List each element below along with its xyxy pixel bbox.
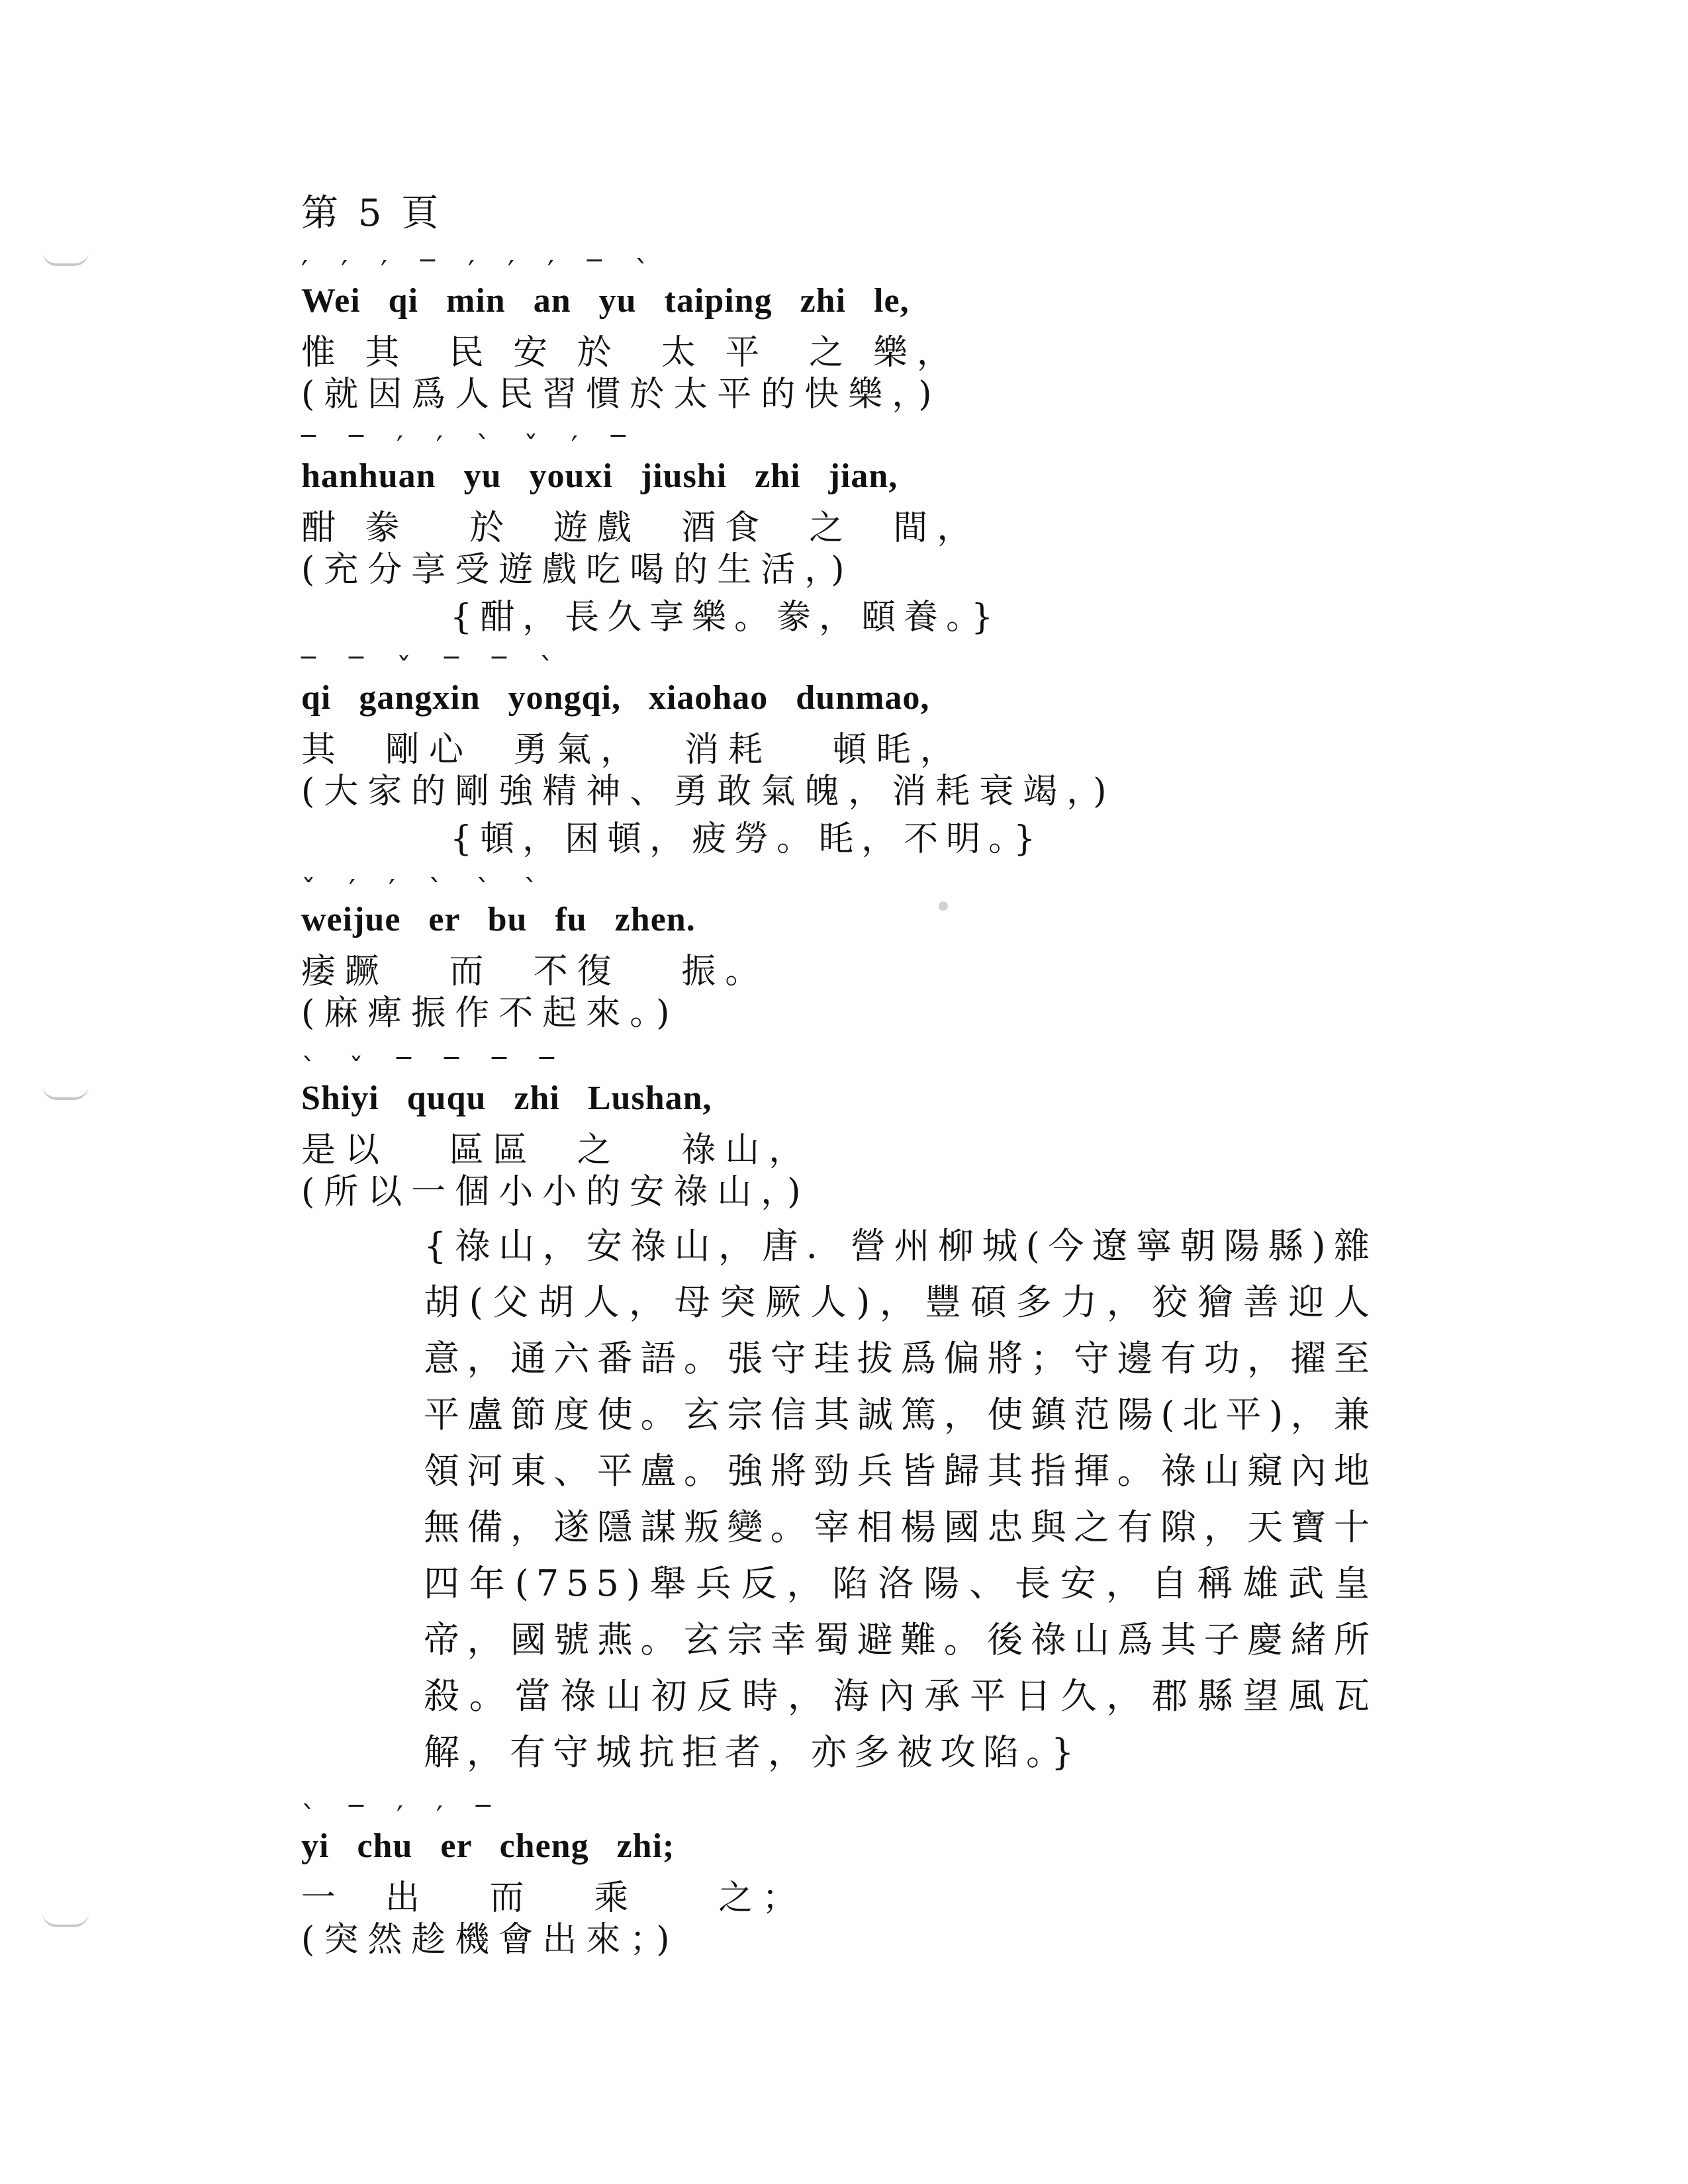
scan-hole-mark — [42, 251, 89, 266]
translation-line: (所以一個小小的安祿山，) — [301, 1172, 810, 1212]
pinyin-line: Wei qi min an yu taiping zhi le, — [301, 282, 910, 320]
tone-marks-line: ˇ ′ ′ ˋ ˋ ˋ — [301, 874, 550, 907]
annotation-note: {頓，困頓，疲勞。眊，不明。} — [450, 819, 1044, 859]
hanzi-line: 是以 區區 之 祿山， — [301, 1130, 813, 1170]
page-number: 第 5 頁 — [301, 192, 443, 235]
tone-marks-line: ‾ ‾ ′ ′ ˋ ˇ ′ ‾ — [301, 430, 637, 464]
tone-marks-line: ˋ ‾ ′ ′ ‾ — [301, 1800, 502, 1834]
translation-line: (突然趁機會出來；) — [301, 1920, 679, 1960]
scan-hole-mark — [42, 1085, 89, 1100]
tone-marks-line: ‾ ‾ ˇ ‾ ‾ ˋ — [301, 652, 566, 686]
translation-line: (就因爲人民習慣於太平的快樂，) — [301, 375, 941, 414]
hanzi-line: 一 出 而 乘 之； — [301, 1878, 806, 1918]
pinyin-line: yi chu er cheng zhi; — [301, 1827, 675, 1865]
translation-line: (大家的剛強精神、勇敢氣魄，消耗衰竭，) — [301, 772, 1116, 811]
translation-line: (麻痺振作不起來。) — [301, 993, 679, 1033]
pinyin-line: qi gangxin yongqi, xiaohao dunmao, — [301, 679, 930, 717]
pinyin-line: hanhuan yu youxi jiushi zhi jian, — [301, 457, 898, 495]
pinyin-line: weijue er bu fu zhen. — [301, 901, 696, 938]
tone-marks-line: ′ ′ ′ ‾ ′ ′ ′ ‾ ˋ — [301, 255, 661, 289]
annotation-paragraph: {祿山，安祿山，唐．營州柳城(今遼寧朝陽縣)雜胡(父胡人，母突厥人)，豐碩多力，狡獪善迎人意，通六番語。張守珪拔爲偏將；守邊有功，擢至平盧節度使。玄宗信其誠篤，使鎮范陽(北平)，兼領河東、平盧。強將勁兵皆歸其指揮。祿山窺內地無備，遂隱謀叛變。宰相楊國忠與之有隙，天寶十四年(755)舉兵反，陷洛陽、長安，自稱雄武皇帝，國號燕。玄宗幸蜀避難。後祿山爲其子慶緒所殺。當祿山初反時，海內承平日久，郡縣望風瓦解，有守城抗拒者，亦多被攻陷。} — [424, 1225, 1377, 1773]
tone-marks-line: ˋ ˇ ‾ ‾ ‾ ‾ — [301, 1052, 566, 1086]
hanzi-line: 惟 其 民 安 於 太 平 之 樂， — [301, 333, 961, 373]
pinyin-line: Shiyi ququ zhi Lushan, — [301, 1079, 712, 1117]
hanzi-line: 痿蹶 而 不復 振。 — [301, 952, 769, 991]
translation-line: (充分享受遊戲吃喝的生活，) — [301, 550, 854, 590]
annotation-note: {酣，長久享樂。豢，頤養。} — [450, 598, 1002, 637]
hanzi-line: 酣 豢 於 遊戲 酒食 之 間， — [301, 508, 981, 548]
scan-hole-mark — [42, 1913, 89, 1927]
hanzi-line: 其 剛心 勇氣， 消耗 頓眊， — [301, 730, 964, 770]
scan-speck — [939, 901, 948, 911]
